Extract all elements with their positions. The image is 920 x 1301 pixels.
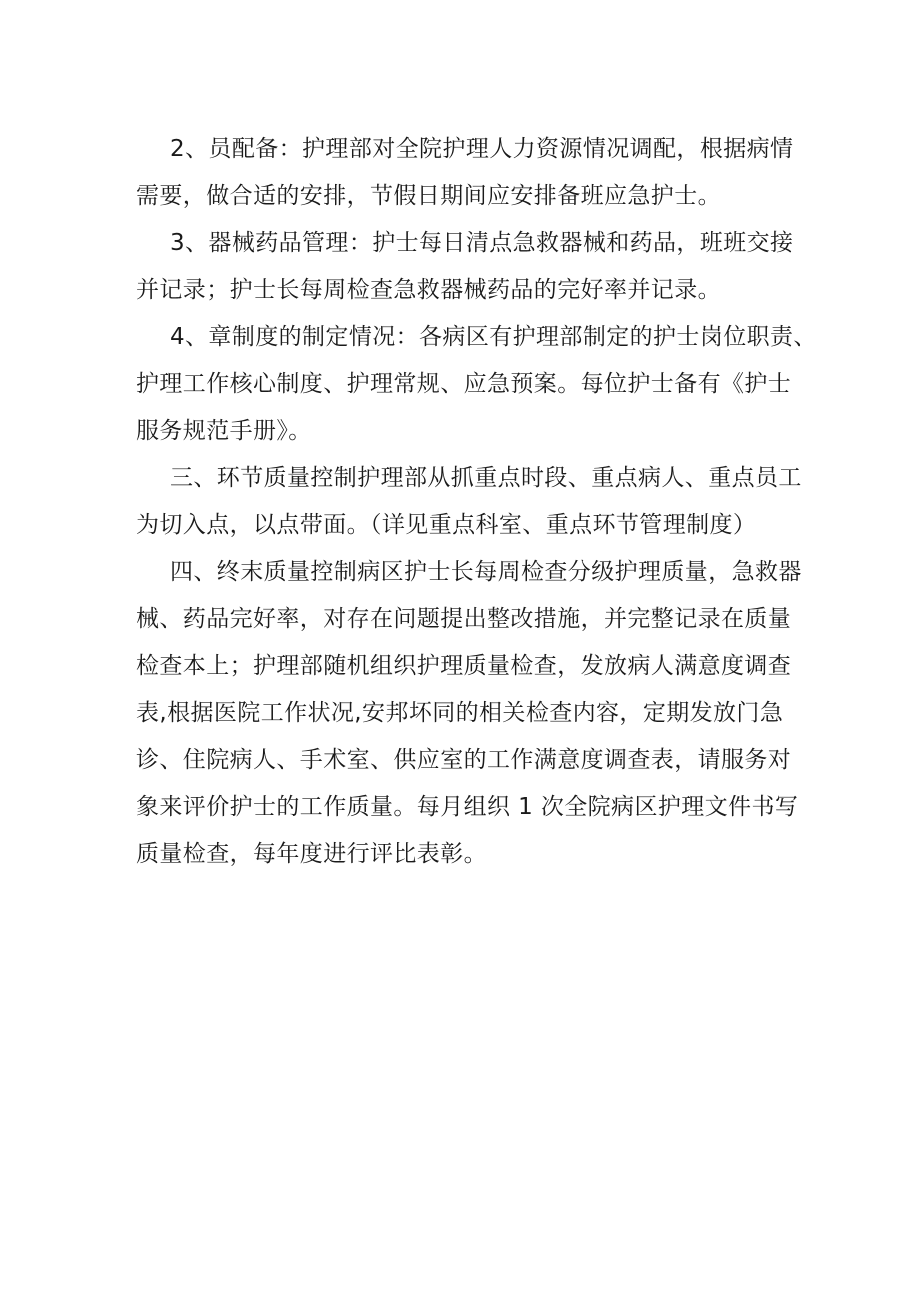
text-line: 2、员配备：护理部对全院护理人力资源情况调配，根据病情	[170, 136, 794, 162]
text-line: 并记录；护士长每周检查急救器械药品的完好率并记录。	[136, 277, 721, 303]
text-line: 护理工作核心制度、护理常规、应急预案。每位护士备有《护士	[136, 371, 792, 397]
text-line: 诊、住院病人、手术室、供应室的工作满意度调查表，请服务对	[136, 747, 792, 773]
text-line: 质量检查，每年度进行评比表彰。	[136, 841, 487, 867]
text-line: 4、章制度的制定情况：各病区有护理部制定的护士岗位职责、	[170, 324, 817, 350]
text-line: 需要，做合适的安排，节假日期间应安排备班应急护士。	[136, 183, 721, 209]
text-line: 三、环节质量控制护理部从抓重点时段、重点病人、重点员工	[170, 465, 802, 491]
text-line: 表,根据医院工作状况,安邦坏同的相关检查内容，定期发放门急	[136, 700, 784, 726]
text-line: 3、器械药品管理：护士每日清点急救器械和药品，班班交接	[170, 230, 794, 256]
paragraph-equipment-drugs	[136, 220, 808, 314]
text-line: 械、药品完好率，对存在问题提出整改措施，并完整记录在质量	[136, 606, 792, 632]
text-line: 服务规范手册》。	[136, 418, 312, 444]
document-body	[136, 126, 817, 878]
paragraph-staffing	[136, 126, 808, 220]
paragraph-rules	[136, 314, 817, 455]
text-line: 象来评价护士的工作质量。每月组织 1 次全院病区护理文件书写	[136, 794, 799, 820]
text-line: 为切入点，以点带面。（详见重点科室、重点环节管理制度）	[136, 512, 757, 538]
text-line: 检查本上；护理部随机组织护理质量检查，发放病人满意度调查	[136, 653, 792, 679]
text-line: 四、终末质量控制病区护士长每周检查分级护理质量，急救器	[170, 559, 802, 585]
paragraph-process-control	[136, 455, 808, 549]
paragraph-final-control	[136, 549, 808, 878]
